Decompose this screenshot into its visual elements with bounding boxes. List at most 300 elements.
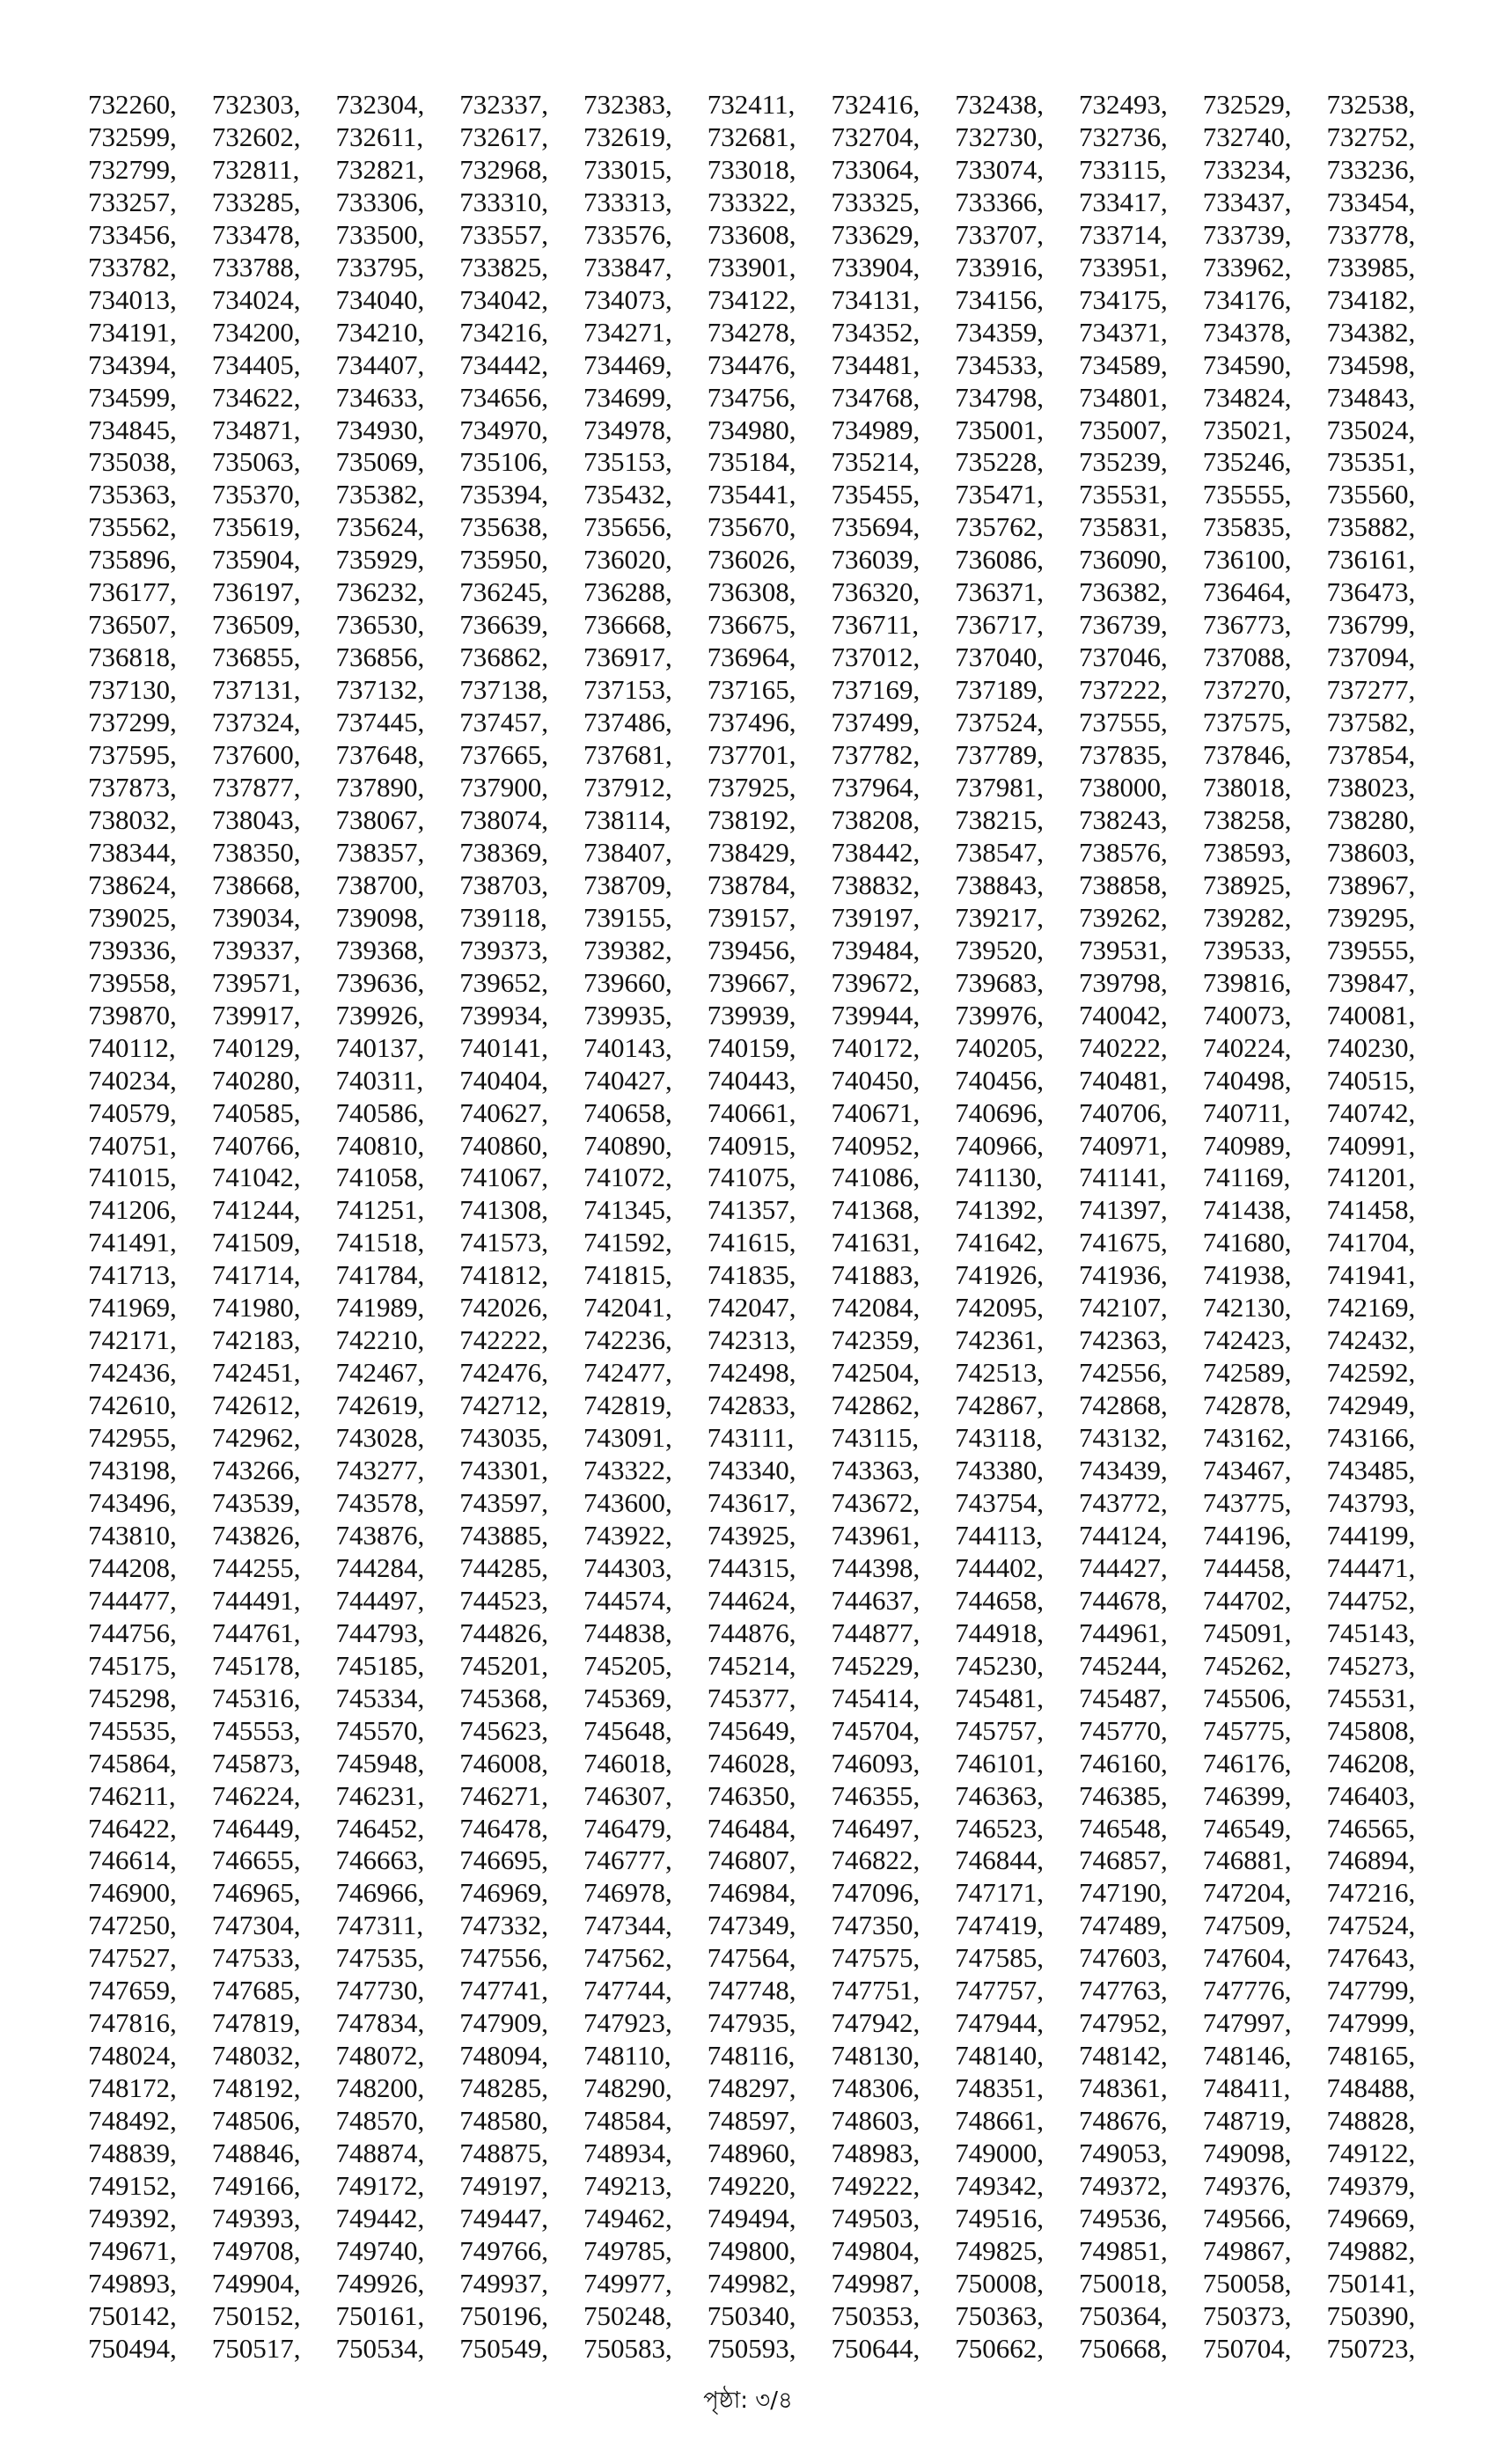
roll-number: 747190, (1079, 1877, 1168, 1909)
roll-number: 744199, (1326, 1519, 1416, 1551)
roll-number: 737890, (335, 772, 425, 803)
roll-number: 743775, (1202, 1486, 1292, 1518)
roll-number: 734442, (459, 348, 548, 380)
roll-number: 740671, (831, 1096, 920, 1128)
roll-number: 745205, (583, 1649, 672, 1681)
roll-number: 732619, (583, 121, 672, 152)
roll-number: 737496, (707, 707, 796, 738)
roll-number: 734978, (583, 414, 672, 445)
roll-number: 733576, (583, 218, 672, 250)
roll-number: 737582, (1326, 707, 1416, 738)
roll-number: 742504, (831, 1357, 920, 1389)
roll-number: 750704, (1202, 2332, 1292, 2364)
roll-number: 735624, (335, 511, 425, 543)
roll-number: 747509, (1202, 1910, 1292, 1941)
roll-number: 746008, (459, 1747, 548, 1778)
roll-number: 750152, (211, 2299, 301, 2331)
roll-number: 749766, (459, 2234, 548, 2266)
roll-number: 746355, (831, 1779, 920, 1811)
roll-number: 736308, (707, 576, 796, 608)
roll-number: 739798, (1079, 966, 1168, 998)
roll-number: 739917, (211, 999, 301, 1030)
roll-number: 734405, (211, 348, 301, 380)
roll-number: 741615, (707, 1227, 796, 1258)
roll-number: 737040, (955, 642, 1044, 673)
roll-number: 737130, (88, 674, 177, 706)
roll-number: 744574, (583, 1584, 672, 1616)
roll-number: 736711, (831, 609, 920, 641)
roll-number: 734394, (88, 348, 177, 380)
roll-number: 742361, (955, 1324, 1044, 1356)
roll-number: 736917, (583, 642, 672, 673)
roll-number: 739636, (335, 966, 425, 998)
roll-number: 748492, (88, 2105, 177, 2137)
roll-number: 740404, (459, 1064, 548, 1096)
roll-number: 734024, (211, 283, 301, 315)
roll-number: 738429, (707, 836, 796, 868)
roll-number: 744124, (1079, 1519, 1168, 1551)
roll-number: 733074, (955, 153, 1044, 185)
roll-number: 738700, (335, 869, 425, 900)
roll-number: 746231, (335, 1779, 425, 1811)
roll-number: 743600, (583, 1486, 672, 1518)
roll-number: 749800, (707, 2234, 796, 2266)
roll-number: 743115, (831, 1422, 920, 1454)
roll-number: 734930, (335, 414, 425, 445)
roll-number: 734476, (707, 348, 796, 380)
roll-number: 748032, (211, 2040, 301, 2072)
roll-number: 749379, (1326, 2170, 1416, 2201)
roll-number: 739262, (1079, 901, 1168, 933)
roll-number: 735694, (831, 511, 920, 543)
roll-number: 741941, (1326, 1259, 1416, 1291)
roll-number: 732529, (1202, 89, 1292, 120)
roll-number: 735762, (955, 511, 1044, 543)
roll-number: 746271, (459, 1779, 548, 1811)
roll-number: 735363, (88, 479, 177, 510)
roll-number: 734798, (955, 381, 1044, 413)
roll-number: 747834, (335, 2007, 425, 2039)
roll-number: 741509, (211, 1227, 301, 1258)
roll-number: 734989, (831, 414, 920, 445)
roll-number: 744838, (583, 1617, 672, 1648)
roll-number: 732752, (1326, 121, 1416, 152)
roll-number: 744285, (459, 1551, 548, 1583)
roll-number: 738703, (459, 869, 548, 900)
roll-number: 742589, (1202, 1357, 1292, 1389)
roll-number: 747744, (583, 1975, 672, 2006)
roll-number: 733557, (459, 218, 548, 250)
roll-number: 735106, (459, 446, 548, 478)
roll-number: 749982, (707, 2267, 796, 2299)
roll-number: 741675, (1079, 1227, 1168, 1258)
roll-number: 739926, (335, 999, 425, 1030)
roll-number: 742610, (88, 1390, 177, 1421)
roll-number: 740311, (335, 1064, 424, 1096)
roll-number: 750364, (1079, 2299, 1168, 2331)
roll-number: 736675, (707, 609, 796, 641)
roll-number: 744752, (1326, 1584, 1416, 1616)
roll-number: 748584, (583, 2105, 672, 2137)
roll-number: 748719, (1202, 2105, 1292, 2137)
roll-number: 741573, (459, 1227, 548, 1258)
roll-number: 737575, (1202, 707, 1292, 738)
roll-number: 733310, (459, 186, 548, 217)
roll-number: 739336, (88, 934, 177, 965)
roll-number: 744523, (459, 1584, 548, 1616)
roll-number: 749893, (88, 2267, 177, 2299)
roll-number: 734622, (211, 381, 301, 413)
roll-number: 749000, (955, 2138, 1044, 2169)
roll-number: 746422, (88, 1812, 177, 1844)
roll-number: 741704, (1326, 1227, 1416, 1258)
roll-number: 745175, (88, 1649, 177, 1681)
roll-number: 748983, (831, 2138, 920, 2169)
roll-number: 748172, (88, 2072, 177, 2104)
roll-number: 747585, (955, 1942, 1044, 1974)
roll-number: 741392, (955, 1194, 1044, 1226)
roll-number: 746160, (1079, 1747, 1168, 1778)
roll-number: 734599, (88, 381, 177, 413)
roll-number: 741926, (955, 1259, 1044, 1291)
roll-number: 739667, (707, 966, 796, 998)
roll-number: 736773, (1202, 609, 1292, 641)
roll-number: 735228, (955, 446, 1044, 478)
roll-number: 735670, (707, 511, 796, 543)
roll-number: 735001, (955, 414, 1044, 445)
roll-number: 735929, (335, 544, 425, 576)
roll-number: 741680, (1202, 1227, 1292, 1258)
roll-number: 738442, (831, 836, 920, 868)
roll-number: 739672, (831, 966, 920, 998)
roll-number: 735555, (1202, 479, 1292, 510)
roll-number: 743496, (88, 1486, 177, 1518)
roll-number: 736232, (335, 576, 425, 608)
roll-number: 732704, (831, 121, 920, 152)
roll-number: 743091, (583, 1422, 672, 1454)
roll-number: 741458, (1326, 1194, 1416, 1226)
roll-number: 746399, (1202, 1779, 1292, 1811)
roll-number: 748411, (1202, 2072, 1291, 2104)
roll-number: 734210, (335, 316, 425, 348)
roll-number: 749447, (459, 2202, 548, 2233)
roll-number: 733417, (1079, 186, 1168, 217)
roll-number: 741308, (459, 1194, 548, 1226)
roll-number: 736020, (583, 544, 672, 576)
roll-number: 738784, (707, 869, 796, 900)
roll-number: 737981, (955, 772, 1044, 803)
roll-number: 746695, (459, 1844, 548, 1876)
roll-number: 742878, (1202, 1390, 1292, 1421)
roll-number: 741980, (211, 1292, 301, 1324)
roll-number: 734768, (831, 381, 920, 413)
roll-number: 735153, (583, 446, 672, 478)
roll-number: 744471, (1326, 1551, 1416, 1583)
roll-number: 739935, (583, 999, 672, 1030)
roll-number: 747799, (1326, 1975, 1416, 2006)
roll-number: 745334, (335, 1682, 425, 1713)
roll-number: 732611, (335, 121, 424, 152)
roll-number: 742498, (707, 1357, 796, 1389)
roll-number: 748570, (335, 2105, 425, 2137)
roll-number: 743439, (1079, 1455, 1168, 1486)
roll-number: 744491, (211, 1584, 301, 1616)
roll-number: 747575, (831, 1942, 920, 1974)
roll-number: 737595, (88, 739, 177, 771)
roll-number: 748146, (1202, 2040, 1292, 2072)
roll-number: 743772, (1079, 1486, 1168, 1518)
roll-number: 746969, (459, 1877, 548, 1909)
roll-number: 739683, (955, 966, 1044, 998)
roll-number: 747923, (583, 2007, 672, 2039)
roll-number: 748142, (1079, 2040, 1168, 2072)
roll-number: 749393, (211, 2202, 301, 2233)
roll-number: 738344, (88, 836, 177, 868)
roll-number: 739660, (583, 966, 672, 998)
roll-number: 740742, (1326, 1096, 1416, 1128)
roll-number: 748140, (955, 2040, 1044, 2072)
roll-number: 744315, (707, 1551, 796, 1583)
roll-number: 734278, (707, 316, 796, 348)
roll-number: 739816, (1202, 966, 1292, 998)
roll-number: 750517, (211, 2332, 301, 2364)
roll-number: 733904, (831, 251, 920, 282)
roll-number: 743617, (707, 1486, 796, 1518)
roll-number: 733985, (1326, 251, 1416, 282)
roll-number: 733962, (1202, 251, 1292, 282)
roll-number: 738067, (335, 803, 425, 835)
roll-number: 746018, (583, 1747, 672, 1778)
roll-number: 736382, (1079, 576, 1168, 608)
roll-number: 734382, (1326, 316, 1416, 348)
roll-number: 738407, (583, 836, 672, 868)
roll-number: 750549, (459, 2332, 548, 2364)
roll-number: 737088, (1202, 642, 1292, 673)
roll-number: 738043, (211, 803, 301, 835)
roll-number: 738925, (1202, 869, 1292, 900)
roll-number: 750008, (955, 2267, 1044, 2299)
roll-number: 737012, (831, 642, 920, 673)
roll-number: 746966, (335, 1877, 425, 1909)
roll-number: 749937, (459, 2267, 548, 2299)
roll-number: 741357, (707, 1194, 796, 1226)
roll-number: 749671, (88, 2234, 177, 2266)
roll-number: 740711, (1202, 1096, 1291, 1128)
roll-number: 742949, (1326, 1390, 1416, 1421)
roll-number: 743266, (211, 1455, 301, 1486)
roll-number: 732304, (335, 89, 425, 120)
roll-number: 740989, (1202, 1129, 1292, 1161)
roll-number: 732599, (88, 121, 177, 152)
roll-number: 742363, (1079, 1324, 1168, 1356)
roll-number: 736288, (583, 576, 672, 608)
roll-number: 735007, (1079, 414, 1168, 445)
roll-number: 734013, (88, 283, 177, 315)
roll-number: 738668, (211, 869, 301, 900)
roll-number: 741206, (88, 1194, 177, 1226)
roll-number: 743810, (88, 1519, 177, 1551)
roll-number: 740627, (459, 1096, 548, 1128)
roll-number: 749462, (583, 2202, 672, 2233)
roll-number: 746208, (1326, 1747, 1416, 1778)
roll-number: 734589, (1079, 348, 1168, 380)
roll-number: 746844, (955, 1844, 1044, 1876)
roll-number: 748580, (459, 2105, 548, 2137)
roll-number: 735021, (1202, 414, 1292, 445)
roll-number: 749152, (88, 2170, 177, 2201)
roll-number: 747304, (211, 1910, 301, 1941)
roll-number: 738280, (1326, 803, 1416, 835)
roll-number: 742084, (831, 1292, 920, 1324)
roll-number: 741169, (1202, 1162, 1291, 1193)
roll-number: 742107, (1079, 1292, 1168, 1324)
roll-number: 737277, (1326, 674, 1416, 706)
roll-number: 733916, (955, 251, 1044, 282)
roll-number: 740585, (211, 1096, 301, 1128)
roll-number: 750583, (583, 2332, 672, 2364)
roll-number: 732821, (335, 153, 425, 185)
roll-number: 747730, (335, 1975, 425, 2006)
roll-number: 737782, (831, 739, 920, 771)
roll-number: 744637, (831, 1584, 920, 1616)
roll-number: 742451, (211, 1357, 301, 1389)
roll-number: 749220, (707, 2170, 796, 2201)
roll-number: 747350, (831, 1910, 920, 1941)
roll-number: 740515, (1326, 1064, 1416, 1096)
roll-number: 747952, (1079, 2007, 1168, 2039)
roll-number: 737873, (88, 772, 177, 803)
roll-number: 746663, (335, 1844, 425, 1876)
roll-number: 749442, (335, 2202, 425, 2233)
roll-number: 735619, (211, 511, 301, 543)
roll-number: 733795, (335, 251, 425, 282)
roll-number: 745535, (88, 1714, 177, 1746)
roll-number: 735896, (88, 544, 177, 576)
roll-number: 748597, (707, 2105, 796, 2137)
roll-number: 747942, (831, 2007, 920, 2039)
roll-number: 741058, (335, 1162, 425, 1193)
roll-number: 736530, (335, 609, 425, 641)
roll-number: 740696, (955, 1096, 1044, 1128)
roll-number: 745414, (831, 1682, 920, 1713)
roll-number: 740159, (707, 1031, 796, 1063)
roll-number: 744877, (831, 1617, 920, 1648)
roll-number: 735441, (707, 479, 796, 510)
roll-number: 744398, (831, 1551, 920, 1583)
roll-number: 744402, (955, 1551, 1044, 1583)
roll-number: 749882, (1326, 2234, 1416, 2266)
roll-number: 743961, (831, 1519, 920, 1551)
roll-number: 741812, (459, 1259, 548, 1291)
roll-number: 740456, (955, 1064, 1044, 1096)
roll-number: 739118, (459, 901, 547, 933)
roll-number: 746101, (955, 1747, 1044, 1778)
roll-number: 746614, (88, 1844, 177, 1876)
roll-number: 744497, (335, 1584, 425, 1616)
roll-number: 749669, (1326, 2202, 1416, 2233)
roll-number: 749904, (211, 2267, 301, 2299)
roll-number: 746176, (1202, 1747, 1292, 1778)
roll-number: 741042, (211, 1162, 301, 1193)
roll-number: 740952, (831, 1129, 920, 1161)
roll-number: 737324, (211, 707, 301, 738)
roll-number: 740579, (88, 1096, 177, 1128)
roll-number: 747489, (1079, 1910, 1168, 1941)
roll-number: 743485, (1326, 1455, 1416, 1486)
roll-number: 742477, (583, 1357, 672, 1389)
roll-number: 748290, (583, 2072, 672, 2104)
roll-number: 740141, (459, 1031, 548, 1063)
roll-number: 733325, (831, 186, 920, 217)
roll-number: 750142, (88, 2299, 177, 2331)
roll-number: 736473, (1326, 576, 1416, 608)
roll-number: 749851, (1079, 2234, 1168, 2266)
roll-number: 740661, (707, 1096, 796, 1128)
roll-number: 733236, (1326, 153, 1416, 185)
roll-number: 743885, (459, 1519, 548, 1551)
roll-number: 747776, (1202, 1975, 1292, 2006)
roll-number: 742171, (88, 1324, 177, 1356)
roll-number: 747643, (1326, 1942, 1416, 1974)
roll-number: 734801, (1079, 381, 1168, 413)
roll-number: 737854, (1326, 739, 1416, 771)
roll-number: 744793, (335, 1617, 425, 1648)
roll-number: 736320, (831, 576, 920, 608)
roll-number: 745808, (1326, 1714, 1416, 1746)
roll-number: 738832, (831, 869, 920, 900)
roll-number: 740915, (707, 1129, 796, 1161)
roll-number: 742712, (459, 1390, 548, 1421)
roll-number: 741141, (1079, 1162, 1167, 1193)
roll-number: 738843, (955, 869, 1044, 900)
roll-number: 736856, (335, 642, 425, 673)
roll-number: 738243, (1079, 803, 1168, 835)
roll-number: 737153, (583, 674, 672, 706)
roll-number: 734756, (707, 381, 796, 413)
roll-number: 737789, (955, 739, 1044, 771)
roll-number: 742592, (1326, 1357, 1416, 1389)
roll-number: 748846, (211, 2138, 301, 2169)
roll-number: 732968, (459, 153, 548, 185)
roll-number: 736026, (707, 544, 796, 576)
roll-number: 746565, (1326, 1812, 1416, 1844)
roll-number: 748094, (459, 2040, 548, 2072)
roll-number: 734378, (1202, 316, 1292, 348)
roll-number: 748488, (1326, 2072, 1416, 2104)
roll-number: 746224, (211, 1779, 301, 1811)
roll-number: 749213, (583, 2170, 672, 2201)
roll-number: 737925, (707, 772, 796, 803)
roll-number: 739944, (831, 999, 920, 1030)
roll-number: 742236, (583, 1324, 672, 1356)
roll-number: 734073, (583, 283, 672, 315)
roll-number: 746497, (831, 1812, 920, 1844)
roll-number: 750018, (1079, 2267, 1168, 2299)
roll-number: 747419, (955, 1910, 1044, 1941)
roll-number: 736799, (1326, 609, 1416, 641)
roll-number: 735370, (211, 479, 301, 510)
roll-number: 749740, (335, 2234, 425, 2266)
roll-number: 732411, (707, 89, 796, 120)
roll-number: 741518, (335, 1227, 425, 1258)
roll-number: 743672, (831, 1486, 920, 1518)
roll-number: 746484, (707, 1812, 796, 1844)
roll-number: 747909, (459, 2007, 548, 2039)
roll-number: 746307, (583, 1779, 672, 1811)
roll-number: 749867, (1202, 2234, 1292, 2266)
roll-number: 745244, (1079, 1649, 1168, 1681)
roll-number: 737846, (1202, 739, 1292, 771)
